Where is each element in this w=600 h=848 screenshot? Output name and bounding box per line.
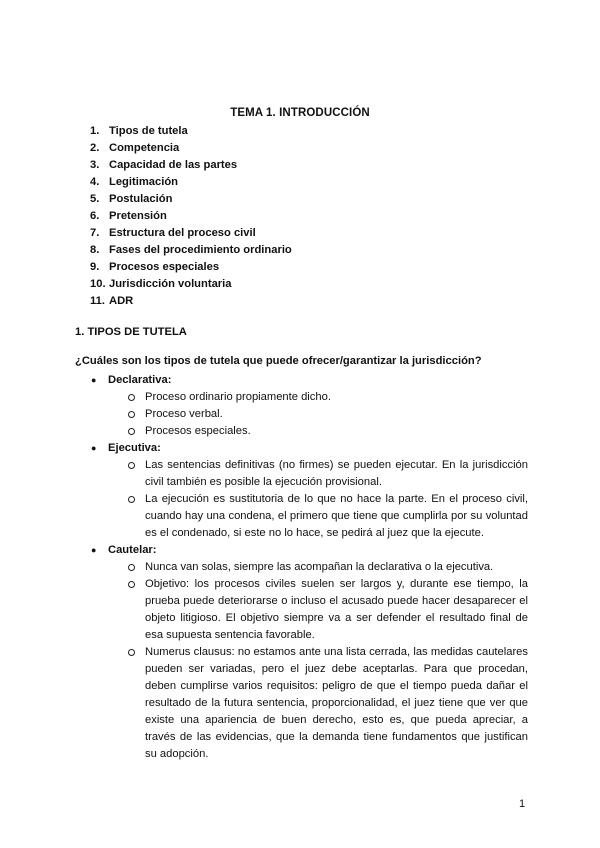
section-heading: 1. TIPOS DE TUTELA xyxy=(75,326,187,338)
toc-label: ADR xyxy=(109,295,134,307)
toc-label: Legitimación xyxy=(109,176,178,188)
toc-item xyxy=(90,276,292,293)
toc-label: Pretensión xyxy=(109,210,167,222)
bullet-label: Cautelar: xyxy=(108,544,157,556)
toc-item xyxy=(90,225,292,242)
sub-bullet-text: La ejecución es sustitutoria de lo que no hace la parte. En el proceso civil, cuando hay una condena, el primero que tiene que cumplirla por su voluntad es el condenado, si este no lo hace, se pedirá al juez que la ejecute. xyxy=(145,493,528,539)
toc-label: Estructura del proceso civil xyxy=(109,227,256,239)
toc-item xyxy=(90,293,292,310)
bullet-dot-icon: ● xyxy=(91,375,97,385)
toc-number: 2. xyxy=(90,142,100,154)
circle-bullet-icon xyxy=(128,581,135,588)
toc-label: Tipos de tutela xyxy=(109,125,188,137)
circle-bullet-icon xyxy=(128,649,135,656)
toc-label: Postulación xyxy=(109,193,173,205)
sub-bullet-text: Las sentencias definitivas (no firmes) se pueden ejecutar. En la jurisdicción civil también es posible la ejecución provisional. xyxy=(145,459,528,488)
circle-bullet-icon xyxy=(128,496,135,503)
toc-item xyxy=(90,140,292,157)
toc-item xyxy=(90,174,292,191)
toc-item xyxy=(90,242,292,259)
section-question: ¿Cuáles son los tipos de tutela que puede ofrecer/garantizar la jurisdicción? xyxy=(75,355,482,367)
sub-bullet-text: Proceso verbal. xyxy=(145,408,223,420)
bullet-dot-icon: ● xyxy=(91,545,97,555)
toc-number: 9. xyxy=(90,261,100,273)
toc-item xyxy=(90,123,292,140)
bullet-label: Declarativa: xyxy=(108,374,172,386)
bullet-dot-icon: ● xyxy=(91,443,97,453)
sub-bullet-text: Procesos especiales. xyxy=(145,425,251,437)
toc-item xyxy=(90,208,292,225)
toc-item xyxy=(90,191,292,208)
sub-bullet-text: Numerus clausus: no estamos ante una lista cerrada, las medidas cautelares pueden ser variadas, pero el juez debe aceptarlas. Para que procedan, deben cumplirse varios requisitos: peligro de que el tiempo pueda dañar el resultado de la futura sentencia, proporcionalidad, el juez tiene que ver que existe una apariencia de buen derecho, esto es, que pueda apreciar, a través de las evidencias, que la demanda tiene fundamentos que justifican su adopción. xyxy=(145,646,528,760)
toc-item xyxy=(90,259,292,276)
toc-number: 7. xyxy=(90,227,100,239)
page-title: TEMA 1. INTRODUCCIÓN xyxy=(230,107,370,119)
table-of-contents xyxy=(90,123,292,310)
toc-item xyxy=(90,157,292,174)
toc-number: 10. xyxy=(90,278,106,290)
sub-bullet-text: Objetivo: los procesos civiles suelen ser largos y, durante ese tiempo, la prueba puede deteriorarse o incluso el acusado puede hacer desaparecer el objeto litigioso. El objetivo siempre va a ser defender el resultado final de esa supuesta sentencia favorable. xyxy=(145,578,528,641)
circle-bullet-icon xyxy=(128,564,135,571)
toc-number: 11. xyxy=(90,295,105,307)
circle-bullet-icon xyxy=(128,411,135,418)
toc-label: Fases del procedimiento ordinario xyxy=(109,244,292,256)
page-number: 1 xyxy=(519,798,526,810)
toc-number: 3. xyxy=(90,159,100,171)
bullet-label: Ejecutiva: xyxy=(108,442,161,454)
toc-label: Capacidad de las partes xyxy=(109,159,238,171)
toc-label: Jurisdicción voluntaria xyxy=(109,278,232,290)
toc-label: Procesos especiales xyxy=(109,261,220,273)
circle-bullet-icon xyxy=(128,462,135,469)
toc-label: Competencia xyxy=(109,142,180,154)
toc-number: 1. xyxy=(90,125,100,137)
circle-bullet-icon xyxy=(128,428,135,435)
circle-bullet-icon xyxy=(128,394,135,401)
sub-bullet-text: Nunca van solas, siempre las acompañan la declarativa o la ejecutiva. xyxy=(145,561,494,573)
toc-number: 6. xyxy=(90,210,100,222)
toc-number: 5. xyxy=(90,193,100,205)
toc-number: 8. xyxy=(90,244,100,256)
toc-number: 4. xyxy=(90,176,100,188)
sub-bullet-text: Proceso ordinario propiamente dicho. xyxy=(145,391,331,403)
